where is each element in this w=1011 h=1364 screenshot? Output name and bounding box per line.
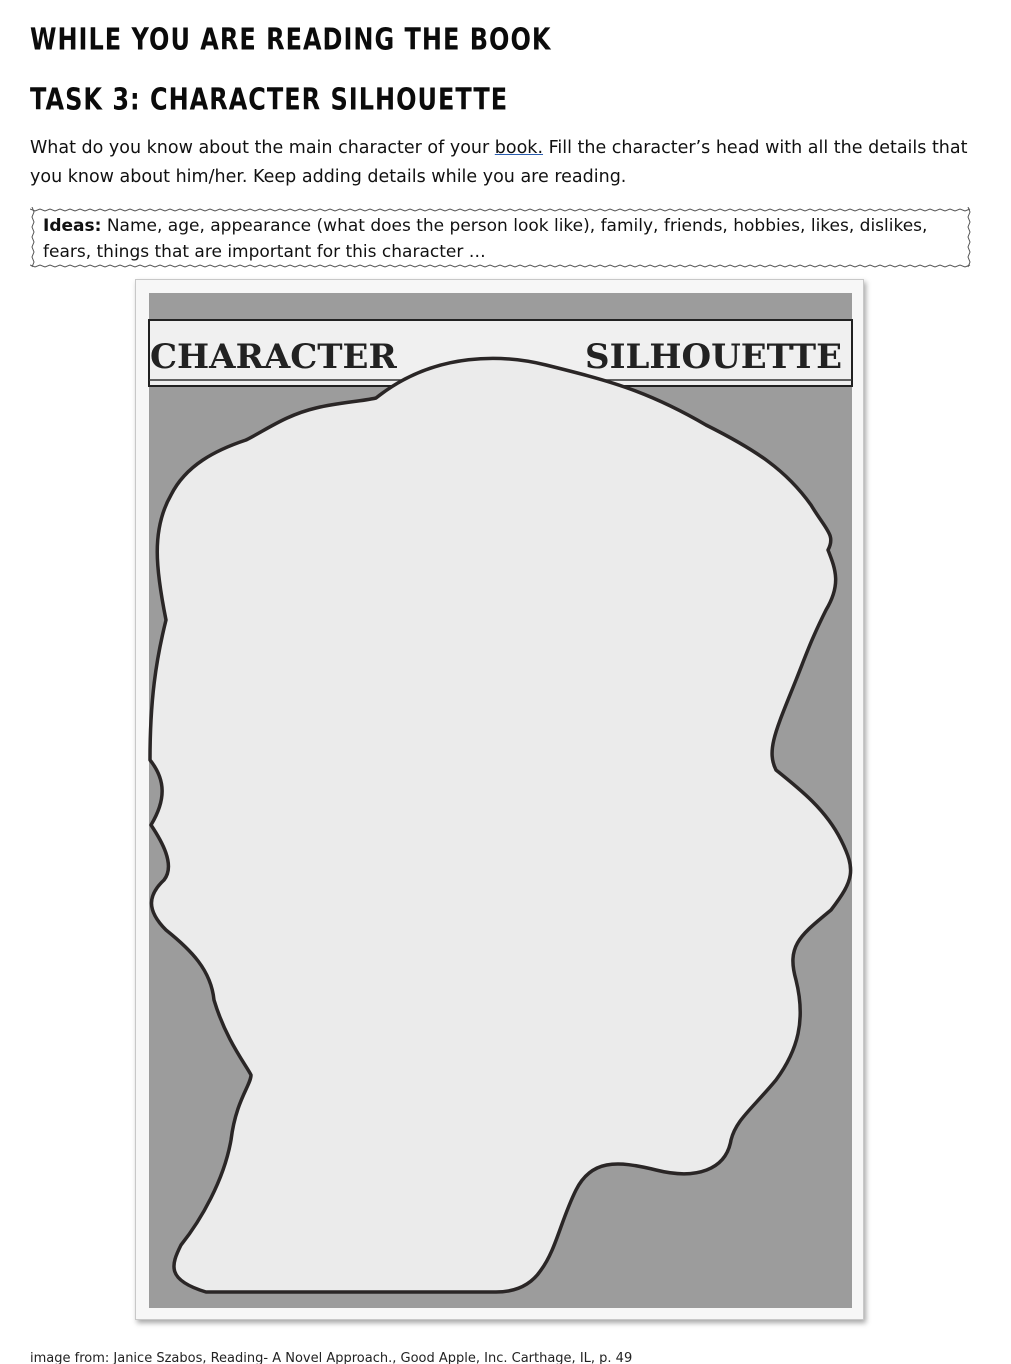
ideas-text (43, 213, 958, 265)
section-heading: WHILE YOU ARE READING THE BOOK (30, 22, 552, 57)
banner-left-text: CHARACTER (150, 337, 397, 377)
book-link[interactable]: book. (494, 138, 544, 158)
ideas-label: Ideas: (43, 216, 102, 236)
image-credit: image from: Janice Szabos, Reading- A Novel Approach., Good Apple, Inc. Carthage, IL, p. 49 (30, 1351, 633, 1364)
instructions-text-start: What do you know about the main character of your (30, 138, 495, 158)
worksheet-image (136, 280, 865, 1321)
ideas-list: Name, age, appearance (what does the person look like), family, friends, hobbies, likes, dislikes, fears, things that are important for this character … (43, 216, 928, 262)
banner-right-text: SILHOUETTE (585, 337, 842, 377)
worksheet-photo (135, 279, 864, 1320)
ideas-box (30, 207, 971, 268)
task-heading: TASK 3: CHARACTER SILHOUETTE (30, 82, 509, 117)
instructions-text-end: Fill the character’s head with all the details that you know about him/her. Keep adding details while you are reading. (30, 138, 968, 187)
instructions-paragraph (30, 134, 980, 192)
